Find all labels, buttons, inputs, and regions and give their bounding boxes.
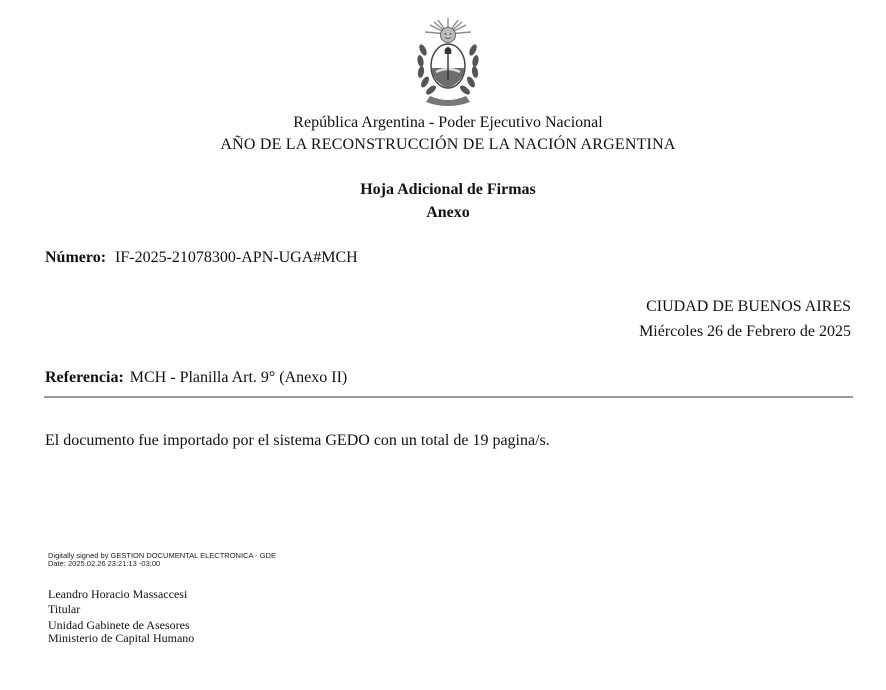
numero-value: IF-2025-21078300-APN-UGA#MCH (115, 249, 358, 266)
body-paragraph: El documento fue importado por el sistema GEDO con un total de 19 pagina/s. (45, 432, 550, 449)
signer-name: Leandro Horacio Massaccesi (48, 587, 188, 601)
document-title: Hoja Adicional de Firmas (360, 181, 536, 198)
coat-of-arms-icon (414, 16, 482, 110)
signer-ministry: Ministerio de Capital Humano (48, 631, 195, 645)
referencia-value: MCH - Planilla Art. 9° (Anexo II) (129, 369, 348, 386)
digital-signature-date: Date: 2025.02.26 23:21:13 -03:00 (48, 559, 161, 568)
document-subtitle: Anexo (426, 204, 470, 221)
signer-role: Titular (48, 602, 81, 616)
referencia-field (45, 369, 347, 387)
numero-field (45, 249, 358, 267)
document-date: Miércoles 26 de Febrero de 2025 (639, 323, 851, 340)
referencia-label: Referencia: (45, 369, 124, 386)
digital-signature-line: Digitally signed by GESTION DOCUMENTAL ELECTRONICA - GDE (48, 551, 276, 560)
header-line-republica: República Argentina - Poder Ejecutivo Nacional (293, 114, 603, 131)
numero-label: Número: (45, 249, 107, 266)
signer-unit: Unidad Gabinete de Asesores (48, 618, 190, 632)
horizontal-divider (44, 396, 853, 398)
header-line-year-motto: AÑO DE LA RECONSTRUCCIÓN DE LA NACIÓN ARGENTINA (220, 136, 676, 153)
city-name: CIUDAD DE BUENOS AIRES (646, 298, 851, 315)
